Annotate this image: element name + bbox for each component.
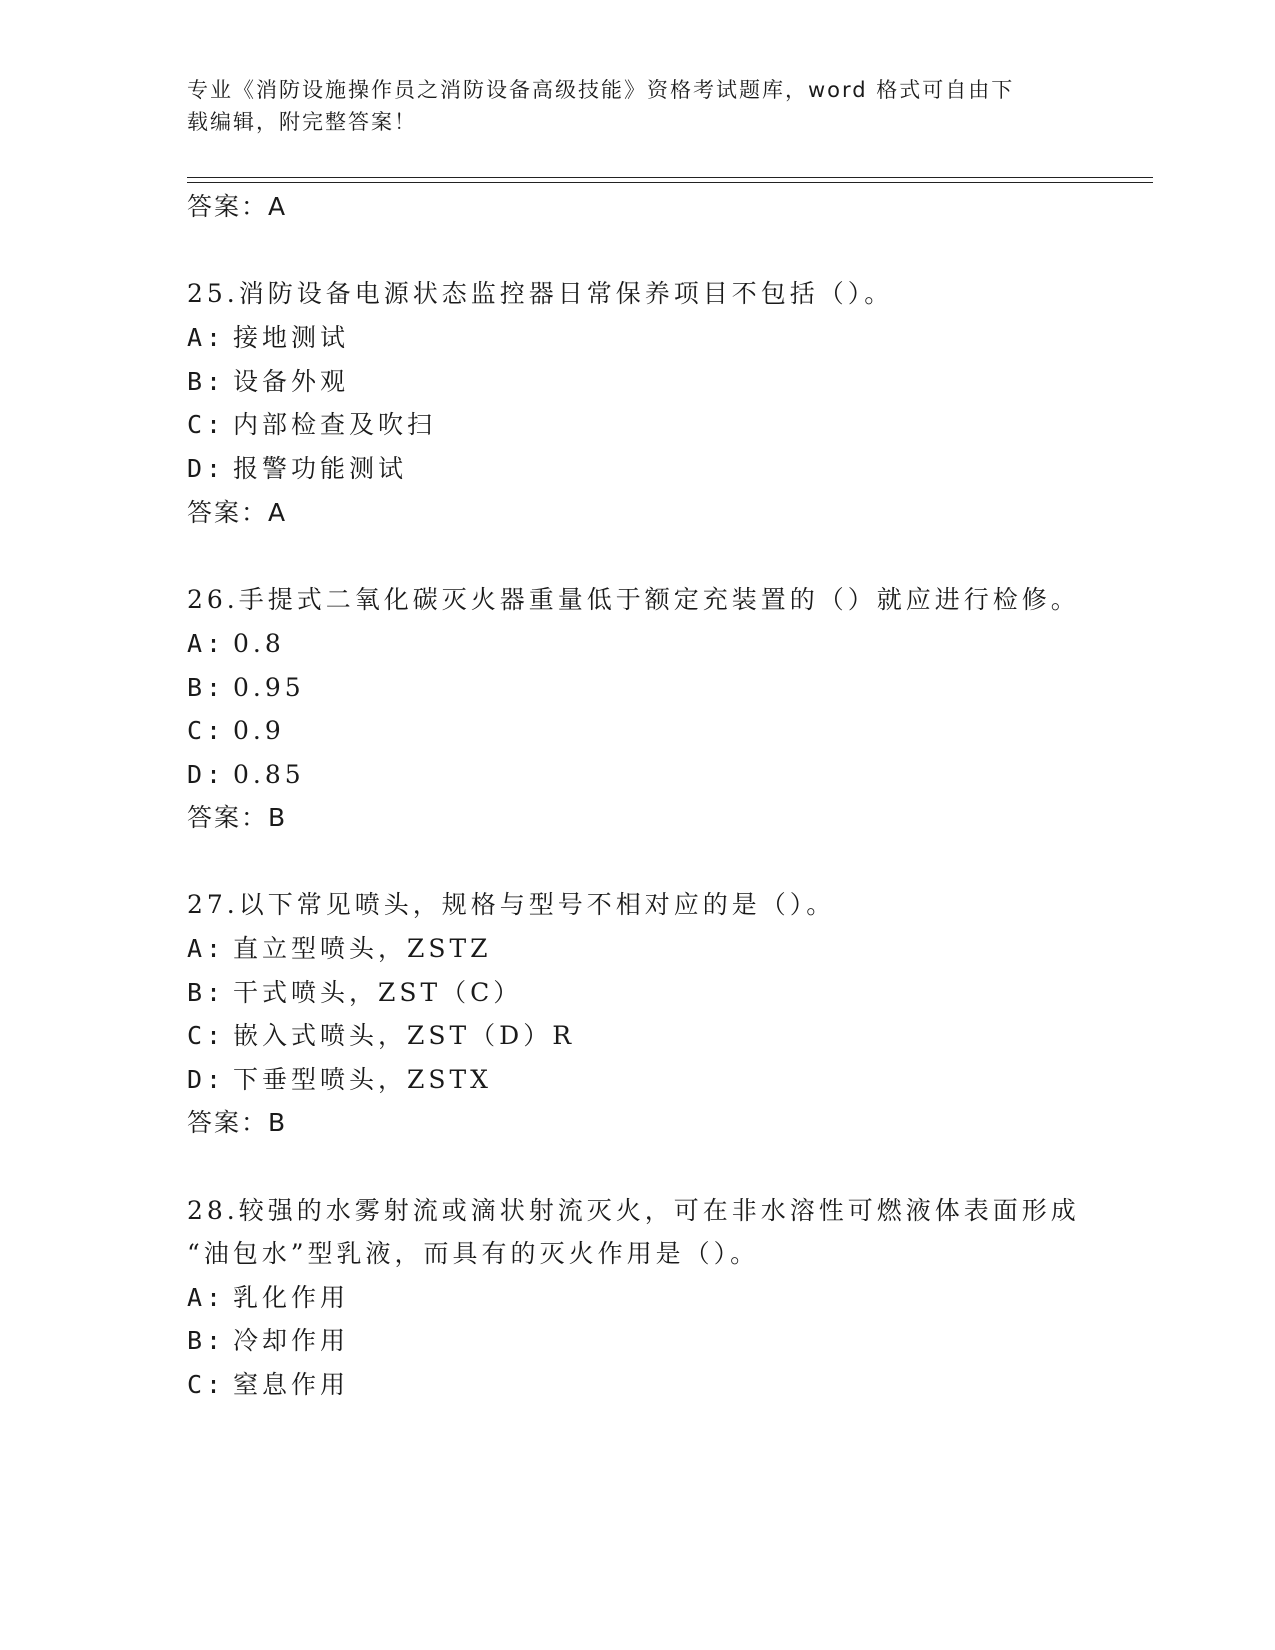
option-item (187, 671, 305, 705)
option-label: B: (187, 673, 226, 702)
option-label: D: (187, 760, 226, 789)
option-item (187, 1281, 349, 1315)
option-item (187, 714, 285, 748)
answer-prefix: 答案： (187, 1108, 269, 1137)
answer-value: B (268, 1108, 288, 1137)
option-item (187, 321, 349, 355)
header-divider-top (187, 177, 1153, 178)
question-stem-line-2: “油包水”型乳液，而具有的灭火作用是（）。 (187, 1239, 760, 1268)
answer-prefix: 答案： (187, 192, 269, 221)
option-label: A: (187, 323, 226, 352)
option-text: 嵌入式喷头，ZST（D）R (233, 1021, 576, 1050)
option-label: D: (187, 454, 226, 483)
option-item (187, 758, 305, 792)
option-label: C: (187, 1370, 226, 1399)
option-label: B: (187, 1326, 226, 1355)
question-stem: 26.手提式二氧化碳灭火器重量低于额定充装置的（）就应进行检修。 (187, 585, 1080, 614)
option-text: 报警功能测试 (233, 454, 408, 483)
answer-line (187, 190, 287, 224)
option-item (187, 452, 407, 486)
option-item (187, 1063, 492, 1097)
option-text: 乳化作用 (233, 1283, 350, 1312)
option-item (187, 1324, 349, 1358)
document-header (187, 74, 1067, 138)
question-stem: 27.以下常见喷头，规格与型号不相对应的是（）。 (187, 890, 836, 919)
option-text: 0.95 (233, 673, 305, 702)
answer-line (187, 1106, 287, 1140)
option-text: 接地测试 (233, 323, 350, 352)
option-text: 内部检查及吹扫 (233, 410, 437, 439)
answer-prefix: 答案： (187, 498, 269, 527)
option-label: C: (187, 410, 226, 439)
header-divider-bottom (187, 182, 1153, 183)
option-label: C: (187, 716, 226, 745)
option-text: 冷却作用 (233, 1326, 350, 1355)
option-text: 0.85 (233, 760, 305, 789)
answer-line (187, 496, 287, 530)
option-item (187, 932, 492, 966)
option-label: B: (187, 978, 226, 1007)
option-text: 下垂型喷头，ZSTX (233, 1065, 492, 1094)
answer-value: A (268, 498, 288, 527)
option-label: A: (187, 934, 226, 963)
option-text: 干式喷头，ZST（C） (233, 978, 523, 1007)
question-stem: 25.消防设备电源状态监控器日常保养项目不包括（）。 (187, 279, 894, 308)
header-line-2: 载编辑，附完整答案！ (187, 110, 417, 134)
answer-value: B (268, 803, 288, 832)
option-label: A: (187, 1283, 226, 1312)
option-item (187, 1368, 349, 1402)
option-item (187, 627, 285, 661)
option-text: 0.9 (233, 716, 285, 745)
option-item (187, 408, 436, 442)
option-label: B: (187, 367, 226, 396)
option-text: 窒息作用 (233, 1370, 350, 1399)
answer-line (187, 801, 287, 835)
option-item (187, 365, 349, 399)
option-label: C: (187, 1021, 226, 1050)
answer-prefix: 答案： (187, 803, 269, 832)
option-item (187, 976, 522, 1010)
header-line-1: 专业《消防设施操作员之消防设备高级技能》资格考试题库，word 格式可自由下 (187, 78, 1015, 102)
question-stem-line-1: 28.较强的水雾射流或滴状射流灭火，可在非水溶性可燃液体表面形成 (187, 1196, 1080, 1225)
option-label: A: (187, 629, 226, 658)
option-label: D: (187, 1065, 226, 1094)
option-item (187, 1019, 575, 1053)
answer-value: A (268, 192, 288, 221)
option-text: 0.8 (233, 629, 285, 658)
option-text: 设备外观 (233, 367, 350, 396)
option-text: 直立型喷头，ZSTZ (233, 934, 492, 963)
